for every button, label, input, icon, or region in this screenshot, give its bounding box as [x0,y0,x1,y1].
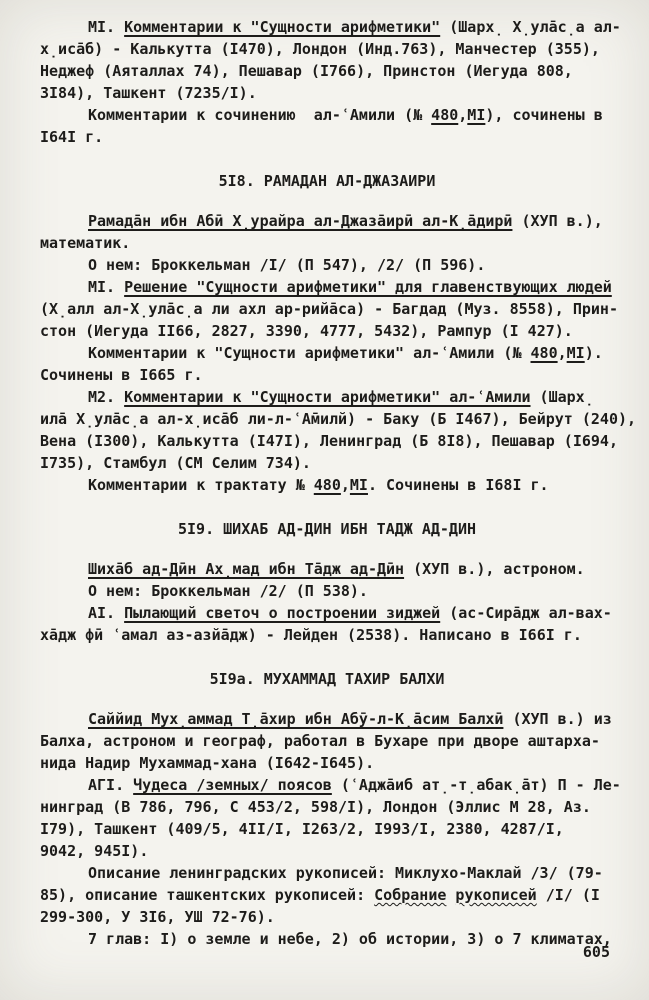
plain-text: I735), Стамбул (СМ Селим 734). [40,454,311,472]
wavy-underlined-text: Собрание [374,886,447,904]
plain-text: (ХУП в.), [512,212,603,230]
text-line [40,884,614,906]
underlined-text: Пылающий светоч о построении зиджей [124,604,441,622]
underlined-text: Шиха̄б ад-Дӣн Ах̣мад ибн Та̄дж ад-Дӣн [88,560,405,578]
underlined-text: Комментарии к "Сущности арифметики" [124,18,441,36]
text-line [40,730,614,752]
text-line [40,796,614,818]
plain-text: АГI. [88,776,134,794]
plain-text: МI. [88,18,125,36]
text-line [40,580,614,602]
text-line [40,752,614,774]
plain-text: (ХУП в.) из [503,710,612,728]
text-line [40,840,614,862]
text-line [40,708,614,730]
plain-text: х̣иса̄б) - Калькутта (I470), Лондон (Инд.763), Манчестер (355), [40,40,600,58]
plain-text: /I/ (I [536,886,600,904]
text-line [40,16,621,38]
text-line [40,430,618,452]
underlined-text: Саййид Мух̣аммад Т̣а̄хир ибн Абӯ-л-К̣а̄сим Балхӣ [88,710,504,728]
text-line [40,408,637,430]
page-text [40,16,637,950]
section-heading: 5I9. ШИХАБ АД-ДИН ИБН ТАДЖ АД-ДИН [177,520,476,538]
plain-text: Комментарии к сочинению ал-ʿАмили (№ [88,106,432,124]
plain-text: (ʿАджа̄иб ат̣-т̣абак̣а̄т) П - Ле- [331,776,621,794]
plain-text: I64I г. [40,128,104,146]
plain-text: Неджеф (Аяталлах 74), Пешавар (I766), Принстон (Иегуда 808, [40,62,573,80]
plain-text: (Шарх̣ [530,388,594,406]
plain-text: О нем: Броккельман /I/ (П 547), /2/ (П 596). [88,256,486,274]
text-line [40,254,614,276]
plain-text: 3I84), Ташкент (7235/I). [40,84,257,102]
plain-text: ), сочинены в [485,106,603,124]
plain-text: , [340,476,350,494]
underlined-text: 480 [431,106,459,124]
plain-text: нида Надир Мухаммад-хана (I642-I645). [40,754,375,772]
text-line [40,928,614,950]
plain-text: (Шарх̣ Х̣ула̄с̣а ал- [440,18,621,36]
plain-text: Комментарии к трактату № [88,476,314,494]
plain-text: I79), Ташкент (409/5, 4II/I, I263/2, I993/I, 2380, 4287/I, [40,820,564,838]
underlined-text: Комментарии к "Сущности арифметики" ал-ʿАмили [124,388,531,406]
underlined-text: 480 [313,476,341,494]
text-line [40,906,614,928]
plain-text: МI. [88,278,125,296]
plain-text: (ХУП в.), астроном. [404,560,585,578]
page-number: 605 [582,943,610,961]
text-line [40,386,614,408]
plain-text: ха̄дж фӣ ʿамал аз-азйа̄дж) - Лейден (2538). Написано в I66I г. [40,626,582,644]
plain-text: АI. [88,604,125,622]
plain-text: Описание ленинградских рукописей: Миклухо-Маклай /3/ (79- [88,864,603,882]
text-line [40,558,614,580]
plain-text: стон (Иегуда II66, 2827, 3390, 4777, 5432), Рампур (I 427). [40,322,573,340]
plain-text: 299-300, У 3I6, УШ 72-76). [40,908,275,926]
plain-text: , [557,344,567,362]
text-line [40,232,614,254]
plain-text: , [458,106,468,124]
plain-text: . Сочинены в I68I г. [367,476,549,494]
plain-text: ила̄ Х̣ула̄с̣а ал-х̣иса̄б ли-л-ʿА̄милй) - Баку (Б I467), Бейрут (240), [40,410,637,428]
text-line [40,82,614,104]
plain-text: Балха, астроном и географ, работал в Бухаре при дворе аштарха- [40,732,600,750]
plain-text: математик. [40,234,131,252]
plain-text: Комментарии к "Сущности арифметики" ал-ʿАмили (№ [88,344,531,362]
plain-text: О нем: Броккельман /2/ (П 538). [88,582,368,600]
text-line [40,624,614,646]
text-line [40,452,614,474]
underlined-text: МI [566,344,585,362]
underlined-text: Решение "Сущности арифметики" для главенствующих людей [124,278,612,296]
plain-text: (ас-Сира̄дж ал-вах- [440,604,612,622]
text-line [40,38,614,60]
plain-text: 85), описание ташкентских рукописей: [40,886,375,904]
text-line [40,126,614,148]
underlined-text: Рамада̄н ибн Абӣ Х̣урайра ал-Джаза̄ирӣ ал-К̣а̄дирӣ [88,212,513,230]
text-line [40,298,618,320]
underlined-text: 480 [530,344,558,362]
section-heading: 5I9а. МУХАММАД ТАХИР БАЛХИ [209,670,445,688]
plain-text: 7 глав: I) о земле и небе, 2) об истории, 3) о 7 климатах, [88,930,612,948]
plain-text: Сочинены в I665 г. [40,366,203,384]
plain-text: нинград (В 786, 796, С 453/2, 598/I), Лондон (Эллис М 28, Аз. [40,798,591,816]
text-line [40,342,614,364]
section-heading: 5I8. РАМАДАН АЛ-ДЖАЗАИРИ [218,172,436,190]
text-line [40,276,614,298]
underlined-text: Чудеса /земных/ поясов [133,776,332,794]
text-line [40,862,614,884]
text-line [40,602,614,624]
text-line [40,60,614,82]
underlined-text: МI [467,106,486,124]
plain-text: (Х̣алл ал-Х̣ула̄с̣а ли ахл ар-рийа̄са) - Багдад (Муз. 8558), Прин- [40,300,618,318]
text-line [40,818,614,840]
wavy-underlined-text: рукописей [455,886,537,904]
text-line [40,364,614,386]
text-line [40,104,614,126]
plain-text: Вена (I300), Калькутта (I47I), Ленинград (Б 8I8), Пешавар (I694, [40,432,618,450]
text-line [40,210,614,232]
plain-text: ). [584,344,603,362]
plain-text: 9042, 945I). [40,842,149,860]
text-line [40,320,614,342]
text-line [40,774,621,796]
text-line [40,474,614,496]
underlined-text: МI [349,476,368,494]
plain-text: М2. [88,388,125,406]
